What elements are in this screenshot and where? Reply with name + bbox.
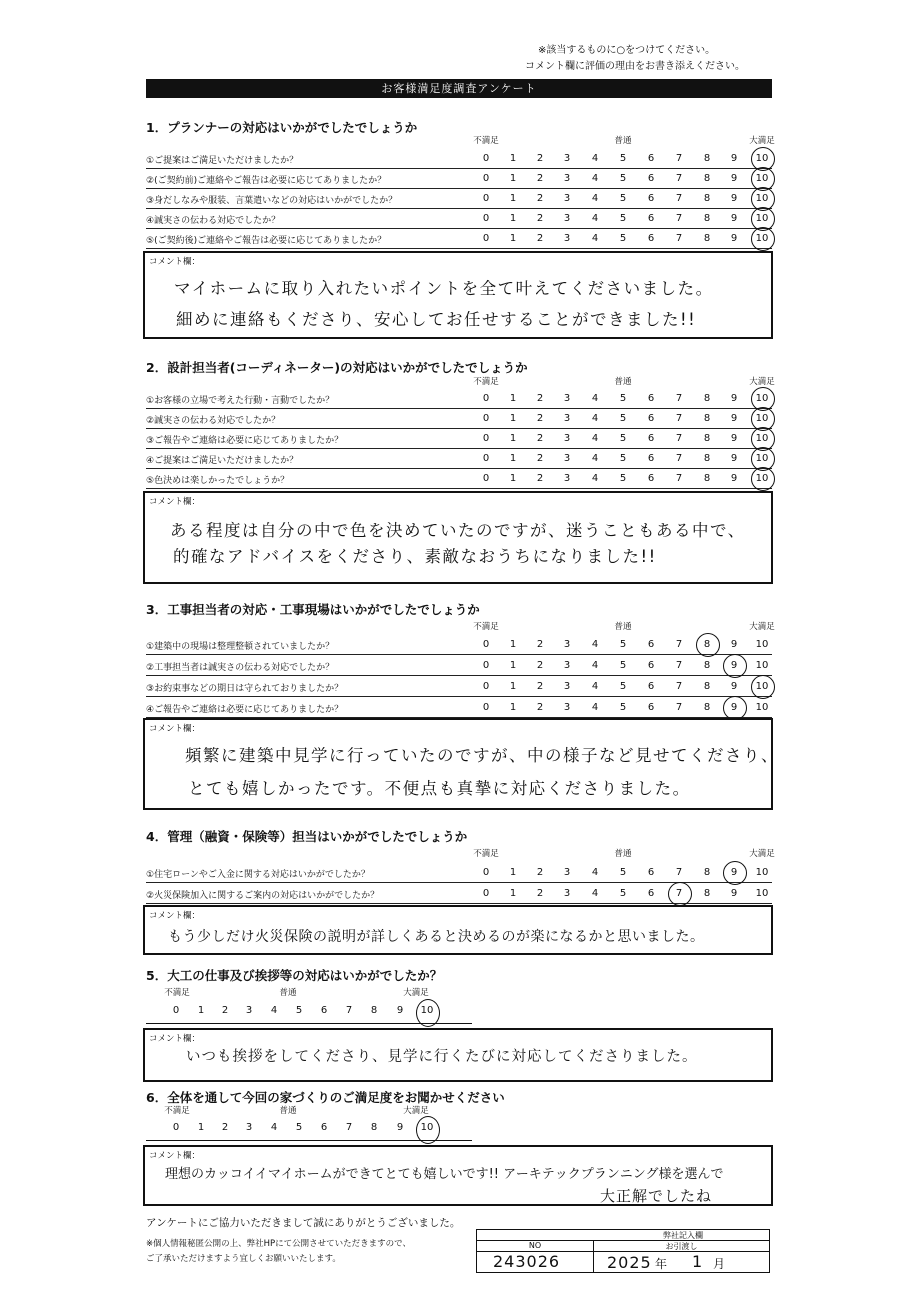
rating-option-0[interactable]: 0 xyxy=(482,213,490,224)
rating-option-0[interactable]: 0 xyxy=(172,1005,180,1016)
rating-option-9[interactable]: 9 xyxy=(730,473,738,484)
section-3-scale-high: 大満足 xyxy=(749,622,775,632)
rating-option-6[interactable]: 6 xyxy=(647,888,655,899)
section-1-question-3 xyxy=(146,188,772,209)
rating-selected-circle xyxy=(416,999,440,1027)
section-1-comment-line-2: 細めに連絡もくださり、安心してお任せすることができました!! xyxy=(176,310,697,329)
rating-option-1[interactable]: 1 xyxy=(197,1005,205,1016)
rating-option-3[interactable]: 3 xyxy=(563,660,571,671)
section-1-question-1 xyxy=(146,148,772,169)
question-text: ①住宅ローンやご入金に関する対応はいかがでしたか？ xyxy=(146,870,370,880)
rating-option-9[interactable]: 9 xyxy=(396,1005,404,1016)
rating-selected-circle xyxy=(416,1116,440,1144)
rating-option-3[interactable]: 3 xyxy=(563,433,571,444)
rating-option-0[interactable]: 0 xyxy=(482,681,490,692)
rating-option-1[interactable]: 1 xyxy=(509,681,517,692)
handover-month: 1 xyxy=(692,1252,704,1271)
rating-option-9[interactable]: 9 xyxy=(730,213,738,224)
rating-option-10[interactable]: 10 xyxy=(755,213,769,224)
section-4-scale-low: 不満足 xyxy=(473,849,499,859)
rating-option-0[interactable]: 0 xyxy=(482,473,490,484)
rating-option-0[interactable]: 0 xyxy=(482,702,490,713)
rating-option-4[interactable]: 4 xyxy=(591,433,599,444)
rating-option-8[interactable]: 8 xyxy=(703,473,711,484)
section-2-question-1 xyxy=(146,388,772,409)
rating-option-2[interactable]: 2 xyxy=(536,702,544,713)
rating-option-8[interactable]: 8 xyxy=(370,1122,378,1133)
rating-option-5[interactable]: 5 xyxy=(619,173,627,184)
rating-option-6[interactable]: 6 xyxy=(647,233,655,244)
rating-option-9[interactable]: 9 xyxy=(730,413,738,424)
rating-option-7[interactable]: 7 xyxy=(675,193,683,204)
rating-option-6[interactable]: 6 xyxy=(647,393,655,404)
rating-option-1[interactable]: 1 xyxy=(509,702,517,713)
rating-option-3[interactable]: 3 xyxy=(563,473,571,484)
rating-option-1[interactable]: 1 xyxy=(509,173,517,184)
rating-option-1[interactable]: 1 xyxy=(509,153,517,164)
comment-label: コメント欄： xyxy=(149,497,201,507)
rating-option-6[interactable]: 6 xyxy=(320,1005,328,1016)
rating-option-5[interactable]: 5 xyxy=(619,702,627,713)
rating-option-4[interactable]: 4 xyxy=(591,453,599,464)
rating-option-0[interactable]: 0 xyxy=(482,888,490,899)
rating-option-6[interactable]: 6 xyxy=(647,702,655,713)
section-4-question-1 xyxy=(146,862,772,883)
section-1-question-4 xyxy=(146,208,772,229)
section-6-scale-low: 不満足 xyxy=(164,1106,190,1116)
section-3-question-2 xyxy=(146,655,772,676)
rating-option-3[interactable]: 3 xyxy=(245,1005,253,1016)
section-5-scale-high: 大満足 xyxy=(403,988,429,998)
rating-option-3[interactable]: 3 xyxy=(563,681,571,692)
rating-option-10[interactable]: 10 xyxy=(755,639,769,650)
rating-option-8[interactable]: 8 xyxy=(703,702,711,713)
rating-option-2[interactable]: 2 xyxy=(536,867,544,878)
rating-option-4[interactable]: 4 xyxy=(591,413,599,424)
rating-option-10[interactable]: 10 xyxy=(755,433,769,444)
question-text: ④ご報告やご連絡は必要に応じてありましたか？ xyxy=(146,705,344,715)
rating-option-5[interactable]: 5 xyxy=(295,1122,303,1133)
rating-option-0[interactable]: 0 xyxy=(482,660,490,671)
rating-option-6[interactable]: 6 xyxy=(647,193,655,204)
rating-option-2[interactable]: 2 xyxy=(536,413,544,424)
question-text: ③お約束事などの期日は守られておりましたか？ xyxy=(146,684,344,694)
rating-option-2[interactable]: 2 xyxy=(221,1005,229,1016)
rating-option-2[interactable]: 2 xyxy=(536,453,544,464)
rating-selected-circle xyxy=(723,654,747,678)
rating-option-8[interactable]: 8 xyxy=(703,867,711,878)
rating-option-9[interactable]: 9 xyxy=(730,173,738,184)
rating-option-5[interactable]: 5 xyxy=(295,1005,303,1016)
rating-option-3[interactable]: 3 xyxy=(563,193,571,204)
question-text: ④ご提案はご満足いただけましたか？ xyxy=(146,456,299,466)
section-5-comment-line-1: いつも挨拶をしてくださり、見学に行くたびに対応してくださりました。 xyxy=(186,1049,698,1065)
privacy-note-2: ご了承いただけますよう宜しくお願いいたします。 xyxy=(146,1254,341,1264)
rating-option-9[interactable]: 9 xyxy=(730,639,738,650)
rating-option-3[interactable]: 3 xyxy=(563,867,571,878)
rating-option-2[interactable]: 2 xyxy=(536,660,544,671)
section-2-scale-mid: 普通 xyxy=(614,377,632,387)
rating-option-8[interactable]: 8 xyxy=(703,660,711,671)
month-unit: 月 xyxy=(713,1257,726,1271)
rating-option-7[interactable]: 7 xyxy=(675,473,683,484)
rating-option-2[interactable]: 2 xyxy=(536,213,544,224)
rating-option-6[interactable]: 6 xyxy=(647,413,655,424)
rating-option-3[interactable]: 3 xyxy=(563,888,571,899)
rating-option-1[interactable]: 1 xyxy=(509,213,517,224)
office-table-header: 弊社記入欄 xyxy=(663,1231,703,1240)
rating-option-3[interactable]: 3 xyxy=(245,1122,253,1133)
rating-option-4[interactable]: 4 xyxy=(591,681,599,692)
rating-option-0[interactable]: 0 xyxy=(482,173,490,184)
rating-option-2[interactable]: 2 xyxy=(536,888,544,899)
rating-option-10[interactable]: 10 xyxy=(755,413,769,424)
rating-option-6[interactable]: 6 xyxy=(647,639,655,650)
rating-option-0[interactable]: 0 xyxy=(482,639,490,650)
rating-option-10[interactable]: 10 xyxy=(755,681,769,692)
rating-option-5[interactable]: 5 xyxy=(619,888,627,899)
question-text: ②誠実さの伝わる対応でしたか？ xyxy=(146,416,281,426)
rating-option-7[interactable]: 7 xyxy=(345,1122,353,1133)
rating-option-5[interactable]: 5 xyxy=(619,660,627,671)
rating-option-4[interactable]: 4 xyxy=(591,153,599,164)
rating-option-3[interactable]: 3 xyxy=(563,213,571,224)
rating-option-1[interactable]: 1 xyxy=(509,473,517,484)
col-handover-label: お引渡し xyxy=(665,1242,698,1251)
rating-option-3[interactable]: 3 xyxy=(563,453,571,464)
section-6-scale-mid: 普通 xyxy=(279,1106,297,1116)
rating-option-8[interactable]: 8 xyxy=(703,153,711,164)
question-text: ①建築中の現場は整理整頓されていましたか？ xyxy=(146,642,335,652)
rating-option-9[interactable]: 9 xyxy=(730,193,738,204)
section-4-title: 4．管理（融資・保険等）担当はいかがでしたでしょうか xyxy=(146,829,468,844)
rating-option-7[interactable]: 7 xyxy=(675,453,683,464)
rating-option-5[interactable]: 5 xyxy=(619,433,627,444)
question-text: ③身だしなみや服装、言葉遣いなどの対応はいかがでしたか？ xyxy=(146,196,398,206)
rating-option-9[interactable]: 9 xyxy=(730,233,738,244)
section-6-title: 6．全体を通して今回の家づくりのご満足度をお聞かせください xyxy=(146,1090,505,1105)
rating-option-7[interactable]: 7 xyxy=(675,639,683,650)
section-2-scale-high: 大満足 xyxy=(749,377,775,387)
section-1-question-2 xyxy=(146,168,772,189)
section-5-title: 5．大工の仕事及び挨拶等の対応はいかがでしたか？ xyxy=(146,968,443,983)
rating-option-7[interactable]: 7 xyxy=(675,233,683,244)
question-text: ②(ご契約前)ご連絡やご報告は必要に応じてありましたか？ xyxy=(146,176,387,186)
rating-option-7[interactable]: 7 xyxy=(345,1005,353,1016)
comment-label: コメント欄： xyxy=(149,911,201,921)
section-2-comment-line-1: ある程度は自分の中で色を決めていたのですが、迷うこともある中で、 xyxy=(170,521,746,540)
rating-option-5[interactable]: 5 xyxy=(619,393,627,404)
rating-option-9[interactable]: 9 xyxy=(730,393,738,404)
rating-option-9[interactable]: 9 xyxy=(396,1122,404,1133)
rating-option-6[interactable]: 6 xyxy=(647,213,655,224)
rating-option-1[interactable]: 1 xyxy=(509,453,517,464)
rating-option-7[interactable]: 7 xyxy=(675,660,683,671)
rating-option-1[interactable]: 1 xyxy=(509,888,517,899)
comment-label: コメント欄： xyxy=(149,1034,201,1044)
rating-option-6[interactable]: 6 xyxy=(647,867,655,878)
rating-option-2[interactable]: 2 xyxy=(536,153,544,164)
rating-option-9[interactable]: 9 xyxy=(730,153,738,164)
customer-number: 243026 xyxy=(493,1252,561,1271)
comment-label: コメント欄： xyxy=(149,1151,201,1161)
rating-option-6[interactable]: 6 xyxy=(647,681,655,692)
rating-option-7[interactable]: 7 xyxy=(675,681,683,692)
rating-option-7[interactable]: 7 xyxy=(675,702,683,713)
rating-option-9[interactable]: 9 xyxy=(730,681,738,692)
rating-option-4[interactable]: 4 xyxy=(591,173,599,184)
rating-option-8[interactable]: 8 xyxy=(703,888,711,899)
office-table xyxy=(476,1229,770,1273)
section-2-question-3 xyxy=(146,428,772,449)
question-text: ①お客様の立場で考えた行動・言動でしたか？ xyxy=(146,396,335,406)
rating-option-9[interactable]: 9 xyxy=(730,433,738,444)
rating-option-0[interactable]: 0 xyxy=(482,867,490,878)
section-2-question-5 xyxy=(146,468,772,489)
section-3-scale-low: 不満足 xyxy=(473,622,499,632)
rating-selected-circle xyxy=(723,861,747,885)
year-unit: 年 xyxy=(655,1257,668,1271)
rating-option-10[interactable]: 10 xyxy=(420,1005,434,1016)
rating-option-1[interactable]: 1 xyxy=(509,413,517,424)
rating-option-4[interactable]: 4 xyxy=(591,702,599,713)
rating-option-8[interactable]: 8 xyxy=(703,233,711,244)
rating-option-5[interactable]: 5 xyxy=(619,453,627,464)
rating-option-3[interactable]: 3 xyxy=(563,639,571,650)
rating-option-2[interactable]: 2 xyxy=(536,233,544,244)
col-no-label: NO xyxy=(528,1241,542,1250)
rating-option-2[interactable]: 2 xyxy=(536,639,544,650)
rating-option-4[interactable]: 4 xyxy=(591,393,599,404)
rating-selected-circle xyxy=(696,633,720,657)
section-4-scale-mid: 普通 xyxy=(614,849,632,859)
rating-option-5[interactable]: 5 xyxy=(619,681,627,692)
section-4-scale-high: 大満足 xyxy=(749,849,775,859)
section-3-question-1 xyxy=(146,634,772,655)
rating-option-10[interactable]: 10 xyxy=(755,867,769,878)
rating-selected-circle xyxy=(751,467,775,491)
section-6-scale-high: 大満足 xyxy=(403,1106,429,1116)
rating-option-2[interactable]: 2 xyxy=(536,393,544,404)
rating-option-7[interactable]: 7 xyxy=(675,888,683,899)
rating-option-6[interactable]: 6 xyxy=(647,453,655,464)
section-1-scale-high: 大満足 xyxy=(749,136,775,146)
rating-option-1[interactable]: 1 xyxy=(509,193,517,204)
rating-option-1[interactable]: 1 xyxy=(509,867,517,878)
rating-option-4[interactable]: 4 xyxy=(591,233,599,244)
question-text: ③ご報告やご連絡は必要に応じてありましたか？ xyxy=(146,436,344,446)
rating-option-10[interactable]: 10 xyxy=(755,888,769,899)
rating-option-4[interactable]: 4 xyxy=(591,660,599,671)
rating-option-10[interactable]: 10 xyxy=(755,173,769,184)
rating-option-8[interactable]: 8 xyxy=(703,193,711,204)
section-3-title: 3．工事担当者の対応・工事現場はいかがでしたでしょうか xyxy=(146,602,480,617)
privacy-note-1: ※個人情報秘匿公開の上、弊社HPにて公開させていただきますので、 xyxy=(146,1239,411,1249)
rating-option-3[interactable]: 3 xyxy=(563,173,571,184)
rating-option-3[interactable]: 3 xyxy=(563,393,571,404)
section-2-scale-low: 不満足 xyxy=(473,377,499,387)
rating-option-5[interactable]: 5 xyxy=(619,233,627,244)
section-5-scale-low: 不満足 xyxy=(164,988,190,998)
rating-option-7[interactable]: 7 xyxy=(675,393,683,404)
rating-option-9[interactable]: 9 xyxy=(730,867,738,878)
rating-option-5[interactable]: 5 xyxy=(619,193,627,204)
instruction-line-2: コメント欄に評価の理由をお書き添えください。 xyxy=(525,61,745,72)
rating-option-4[interactable]: 4 xyxy=(591,888,599,899)
section-1-title: 1．プランナーの対応はいかがでしたでしょうか xyxy=(146,120,418,135)
rating-option-4[interactable]: 4 xyxy=(270,1005,278,1016)
rating-option-0[interactable]: 0 xyxy=(482,193,490,204)
rating-option-10[interactable]: 10 xyxy=(755,702,769,713)
section-4-comment-line-1: もう少しだけ火災保険の説明が詳しくあると決めるのが楽になるかと思いました。 xyxy=(168,929,705,945)
rating-option-2[interactable]: 2 xyxy=(536,473,544,484)
rating-option-8[interactable]: 8 xyxy=(703,413,711,424)
section-2-title: 2．設計担当者(コーディネーター)の対応はいかがでしたでしょうか xyxy=(146,360,528,375)
rating-option-5[interactable]: 5 xyxy=(619,153,627,164)
rating-option-5[interactable]: 5 xyxy=(619,867,627,878)
rating-option-4[interactable]: 4 xyxy=(591,473,599,484)
section-1-question-5 xyxy=(146,228,772,249)
rating-option-5[interactable]: 5 xyxy=(619,473,627,484)
thanks-text: アンケートにご協力いただきまして誠にありがとうございました。 xyxy=(146,1217,461,1229)
rating-option-4[interactable]: 4 xyxy=(591,867,599,878)
rating-option-8[interactable]: 8 xyxy=(703,433,711,444)
rating-option-8[interactable]: 8 xyxy=(703,393,711,404)
question-text: ⑤(ご契約後)ご連絡やご報告は必要に応じてありましたか？ xyxy=(146,236,387,246)
section-3-comment-line-1: 頻繁に建築中見学に行っていたのですが、中の様子など見せてくださり、 xyxy=(185,746,779,765)
rating-option-5[interactable]: 5 xyxy=(619,413,627,424)
rating-option-9[interactable]: 9 xyxy=(730,660,738,671)
rating-option-10[interactable]: 10 xyxy=(755,473,769,484)
rating-option-1[interactable]: 1 xyxy=(509,660,517,671)
rating-option-1[interactable]: 1 xyxy=(509,433,517,444)
rating-option-10[interactable]: 10 xyxy=(755,453,769,464)
rating-option-8[interactable]: 8 xyxy=(703,453,711,464)
rating-option-7[interactable]: 7 xyxy=(675,433,683,444)
rating-option-6[interactable]: 6 xyxy=(320,1122,328,1133)
rating-option-1[interactable]: 1 xyxy=(197,1122,205,1133)
rating-option-8[interactable]: 8 xyxy=(703,681,711,692)
rating-option-2[interactable]: 2 xyxy=(536,193,544,204)
rating-option-10[interactable]: 10 xyxy=(420,1122,434,1133)
rating-option-9[interactable]: 9 xyxy=(730,453,738,464)
rating-option-7[interactable]: 7 xyxy=(675,173,683,184)
rating-option-0[interactable]: 0 xyxy=(482,393,490,404)
question-text: ②火災保険加入に関するご案内の対応はいかがでしたか？ xyxy=(146,891,380,901)
rating-option-10[interactable]: 10 xyxy=(755,393,769,404)
section-2-question-4 xyxy=(146,448,772,469)
handover-year: 2025 xyxy=(607,1253,652,1272)
rating-option-10[interactable]: 10 xyxy=(755,233,769,244)
section-2-question-2 xyxy=(146,408,772,429)
rating-option-1[interactable]: 1 xyxy=(509,639,517,650)
rating-option-7[interactable]: 7 xyxy=(675,867,683,878)
question-text: ②工事担当者は誠実さの伝わる対応でしたか？ xyxy=(146,663,335,673)
section-6-comment-line-2: 大正解でしたね xyxy=(600,1187,713,1205)
rating-option-4[interactable]: 4 xyxy=(591,193,599,204)
rating-option-0[interactable]: 0 xyxy=(482,433,490,444)
rating-selected-circle xyxy=(751,675,775,699)
rating-option-8[interactable]: 8 xyxy=(370,1005,378,1016)
instruction-line-1: ※該当するものに○をつけてください。 xyxy=(538,45,716,56)
rating-option-0[interactable]: 0 xyxy=(172,1122,180,1133)
rating-option-7[interactable]: 7 xyxy=(675,413,683,424)
rating-option-1[interactable]: 1 xyxy=(509,393,517,404)
section-3-scale-mid: 普通 xyxy=(614,622,632,632)
rating-option-8[interactable]: 8 xyxy=(703,173,711,184)
rating-option-7[interactable]: 7 xyxy=(675,213,683,224)
rating-option-10[interactable]: 10 xyxy=(755,660,769,671)
rating-option-10[interactable]: 10 xyxy=(755,193,769,204)
rating-option-3[interactable]: 3 xyxy=(563,413,571,424)
rating-option-10[interactable]: 10 xyxy=(755,153,769,164)
section-3-question-4 xyxy=(146,697,772,718)
rating-option-2[interactable]: 2 xyxy=(221,1122,229,1133)
survey-title: お客様満足度調査アンケート xyxy=(146,79,772,98)
rating-option-2[interactable]: 2 xyxy=(536,681,544,692)
section-2-comment-line-2: 的確なアドバイスをくださり、素敵なおうちになりました!! xyxy=(173,547,657,566)
question-text: ④誠実さの伝わる対応でしたか？ xyxy=(146,216,281,226)
rating-option-8[interactable]: 8 xyxy=(703,639,711,650)
rating-selected-circle xyxy=(751,227,775,251)
rating-option-0[interactable]: 0 xyxy=(482,233,490,244)
rating-option-3[interactable]: 3 xyxy=(563,702,571,713)
rating-option-6[interactable]: 6 xyxy=(647,473,655,484)
rating-option-6[interactable]: 6 xyxy=(647,153,655,164)
rating-option-4[interactable]: 4 xyxy=(591,639,599,650)
rating-selected-circle xyxy=(723,696,747,720)
section-6-comment-line-1: 理想のカッコイイマイホームができてとても嬉しいです!! アーキテックプランニング様を選んで xyxy=(165,1167,724,1182)
rating-option-6[interactable]: 6 xyxy=(647,660,655,671)
comment-label: コメント欄： xyxy=(149,724,201,734)
comment-label: コメント欄： xyxy=(149,257,201,267)
section-1-scale-low: 不満足 xyxy=(473,136,499,146)
rating-selected-circle xyxy=(668,882,692,906)
rating-option-9[interactable]: 9 xyxy=(730,702,738,713)
section-3-comment-line-2: とても嬉しかったです。不便点も真摯に対応くださりました。 xyxy=(188,779,691,798)
rating-option-0[interactable]: 0 xyxy=(482,453,490,464)
question-text: ①ご提案はご満足いただけましたか？ xyxy=(146,156,299,166)
rating-option-3[interactable]: 3 xyxy=(563,233,571,244)
rating-option-8[interactable]: 8 xyxy=(703,213,711,224)
question-text: ⑤色決めは楽しかったでしょうか？ xyxy=(146,476,290,486)
rating-option-1[interactable]: 1 xyxy=(509,233,517,244)
rating-option-2[interactable]: 2 xyxy=(536,433,544,444)
rating-option-3[interactable]: 3 xyxy=(563,153,571,164)
rating-option-4[interactable]: 4 xyxy=(270,1122,278,1133)
rating-option-5[interactable]: 5 xyxy=(619,213,627,224)
section-1-comment-line-1: マイホームに取り入れたいポイントを全て叶えてくださいました。 xyxy=(174,279,714,298)
rating-option-6[interactable]: 6 xyxy=(647,173,655,184)
section-5-scale-mid: 普通 xyxy=(279,988,297,998)
rating-option-9[interactable]: 9 xyxy=(730,888,738,899)
rating-option-7[interactable]: 7 xyxy=(675,153,683,164)
rating-option-0[interactable]: 0 xyxy=(482,153,490,164)
section-1-scale-mid: 普通 xyxy=(614,136,632,146)
rating-option-6[interactable]: 6 xyxy=(647,433,655,444)
rating-option-0[interactable]: 0 xyxy=(482,413,490,424)
rating-option-5[interactable]: 5 xyxy=(619,639,627,650)
rating-option-2[interactable]: 2 xyxy=(536,173,544,184)
rating-option-4[interactable]: 4 xyxy=(591,213,599,224)
section-3-question-3 xyxy=(146,676,772,697)
